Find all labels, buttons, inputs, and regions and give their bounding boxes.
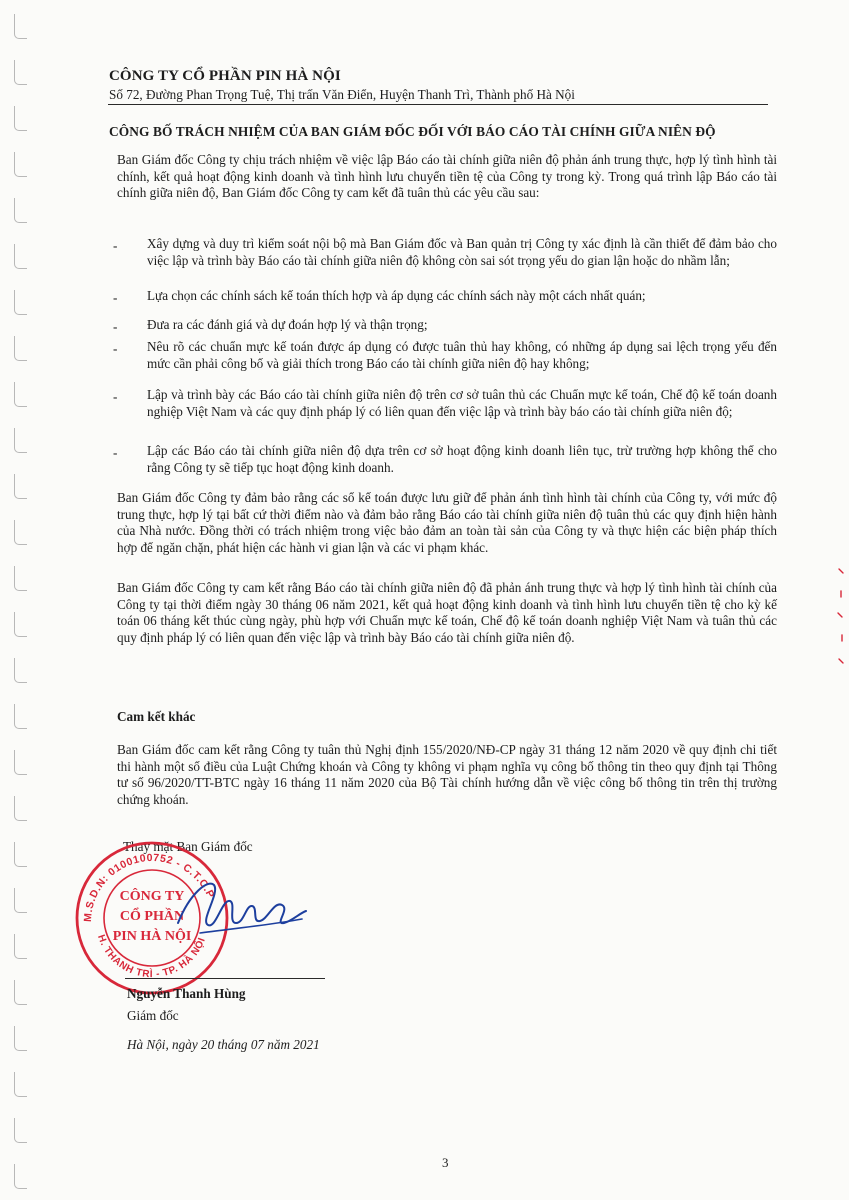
- stamp-bottom-text: H. THANH TRÌ - TP. HÀ NỘI: [95, 933, 209, 981]
- stamp-line-1: CÔNG TY: [119, 889, 185, 904]
- intro-paragraph: Ban Giám đốc Công ty chịu trách nhiệm về việc lập Báo cáo tài chính giữa niên độ phản ánh trung thực, hợp lý tình hình tài chính, kết quả hoạt động kinh doanh và tình hình lưu chuyển tiền tệ của Công ty trong kỳ. Trong quá trình lập Báo cáo tài chính giữa niên độ, Ban Giám đốc Công ty cam kết đã tuân thủ các yêu cầu sau:: [117, 152, 777, 201]
- other-commitments-heading: Cam kết khác: [117, 709, 196, 724]
- binding-hole: [14, 934, 27, 959]
- binding-hole: [14, 888, 27, 913]
- binding-hole: [14, 336, 27, 361]
- bullet-dash: -: [113, 290, 118, 305]
- binding-holes: [14, 0, 28, 1200]
- list-item: [113, 443, 777, 476]
- commitment-paragraph: Ban Giám đốc Công ty cam kết rằng Báo cáo tài chính giữa niên độ đã phản ánh trung thực và hợp lý tình hình tài chính của Công ty tại thời điểm ngày 30 tháng 06 năm 2021, kết quả hoạt động kinh doanh và tình hình lưu chuyển tiền tệ cho kỳ kế toán 06 tháng kết thúc cùng ngày, phù hợp với Chuẩn mực kế toán, Chế độ kế toán doanh nghiệp Việt Nam và tuân thủ các quy định pháp lý có liên quan đến việc lập và trình bày Báo cáo tài chính giữa niên độ.: [117, 580, 777, 645]
- company-name: CÔNG TY CỔ PHẦN PIN HÀ NỘI: [109, 68, 341, 84]
- bullet-dash: -: [113, 445, 118, 460]
- binding-hole: [14, 566, 27, 591]
- binding-hole: [14, 842, 27, 867]
- binding-hole: [14, 106, 27, 131]
- binding-hole: [14, 1072, 27, 1097]
- binding-hole: [14, 520, 27, 545]
- list-item-text: Nêu rõ các chuẩn mực kế toán được áp dụng có được tuân thủ hay không, có những áp dụng sai lệch trọng yếu đến mức cần phải công bố và giải thích trong Báo cáo tài chính giữa niên độ hay không;: [147, 339, 777, 371]
- list-item: [113, 236, 777, 269]
- list-item-text: Xây dựng và duy trì kiểm soát nội bộ mà Ban Giám đốc và Ban quản trị Công ty xác định là cần thiết để đảm bảo cho việc lập và trình bày Báo cáo tài chính giữa niên độ không còn sai sót trọng yếu do gian lận hoặc do nhầm lẫn;: [147, 236, 777, 268]
- binding-hole: [14, 704, 27, 729]
- header-divider: [108, 104, 768, 105]
- signing-date: Hà Nội, ngày 20 tháng 07 năm 2021: [127, 1037, 320, 1052]
- handwritten-signature: [170, 873, 310, 943]
- binding-hole: [14, 60, 27, 85]
- binding-hole: [14, 612, 27, 637]
- binding-hole: [14, 198, 27, 223]
- binding-hole: [14, 750, 27, 775]
- signer-name: Nguyễn Thanh Hùng: [127, 986, 246, 1001]
- binding-hole: [14, 980, 27, 1005]
- page-number: 3: [442, 1155, 449, 1170]
- binding-hole: [14, 1164, 27, 1189]
- stamp-line-3: PIN HÀ NỘI: [112, 929, 192, 944]
- binding-hole: [14, 658, 27, 683]
- binding-hole: [14, 152, 27, 177]
- list-item: [113, 387, 777, 420]
- bullet-dash: -: [113, 389, 118, 404]
- document-title: CÔNG BỐ TRÁCH NHIỆM CỦA BAN GIÁM ĐỐC ĐỐI VỚI BÁO CÁO TÀI CHÍNH GIỮA NIÊN ĐỘ: [109, 124, 716, 139]
- list-item: [113, 288, 777, 305]
- list-item-text: Lập các Báo cáo tài chính giữa niên độ dựa trên cơ sở hoạt động kinh doanh liên tục, trừ trường hợp không thể cho rằng Công ty sẽ tiếp tục hoạt động kinh doanh.: [147, 443, 777, 475]
- list-item-text: Lựa chọn các chính sách kế toán thích hợp và áp dụng các chính sách này một cách nhất quán;: [147, 288, 646, 303]
- bullet-dash: -: [113, 238, 118, 253]
- red-edge-marks: [833, 565, 847, 675]
- list-item-text: Lập và trình bày các Báo cáo tài chính giữa niên độ trên cơ sở tuân thủ các Chuẩn mực kế toán, Chế độ kế toán doanh nghiệp Việt Nam và các quy định pháp lý có liên quan đến việc lập và trình bày báo cáo tài chính giữa niên độ;: [147, 387, 777, 419]
- stamp-line-2: CỔ PHẦN: [119, 909, 185, 924]
- records-paragraph: Ban Giám đốc Công ty đảm bảo rằng các sổ kế toán được lưu giữ để phản ánh tình hình tài chính của Công ty, với mức độ trung thực, hợp lý tại bất cứ thời điểm nào và đảm bảo rằng Báo cáo tài chính giữa niên độ tuân thủ các quy định hiện hành của Nhà nước. Đồng thời có trách nhiệm trong việc bảo đảm an toàn tài sản của Công ty và thực hiện các biện pháp thích hợp để ngăn chặn, phát hiện các hành vi gian lận và các vi phạm khác.: [117, 490, 777, 555]
- bullet-dash: -: [113, 319, 118, 334]
- binding-hole: [14, 244, 27, 269]
- list-item: [113, 339, 777, 372]
- signature-line: [125, 978, 325, 979]
- binding-hole: [14, 14, 27, 39]
- other-commitments-paragraph: Ban Giám đốc cam kết rằng Công ty tuân thủ Nghị định 155/2020/NĐ-CP ngày 31 tháng 12 năm 2020 về quy định chi tiết thi hành một số điều của Luật Chứng khoán và Công ty không vi phạm nghĩa vụ công bố thông tin theo quy định tại Thông tư số 96/2020/TT-BTC ngày 16 tháng 11 năm 2020 của Bộ Tài chính hướng dẫn về việc công bố thông tin trên thị trường chứng khoán.: [117, 742, 777, 807]
- bullet-dash: -: [113, 341, 118, 356]
- list-item: [113, 317, 777, 334]
- binding-hole: [14, 796, 27, 821]
- binding-hole: [14, 474, 27, 499]
- binding-hole: [14, 290, 27, 315]
- binding-hole: [14, 428, 27, 453]
- binding-hole: [14, 1026, 27, 1051]
- company-address: Số 72, Đường Phan Trọng Tuệ, Thị trấn Văn Điển, Huyện Thanh Trì, Thành phố Hà Nội: [109, 87, 575, 102]
- stamp-ring-text: M.S.D.N: 0100100752 - C.T.C.P: [81, 851, 217, 923]
- list-item-text: Đưa ra các đánh giá và dự đoán hợp lý và thận trọng;: [147, 317, 428, 332]
- on-behalf-label: Thay mặt Ban Giám đốc: [123, 839, 253, 854]
- binding-hole: [14, 1118, 27, 1143]
- signer-role: Giám đốc: [127, 1008, 179, 1023]
- binding-hole: [14, 382, 27, 407]
